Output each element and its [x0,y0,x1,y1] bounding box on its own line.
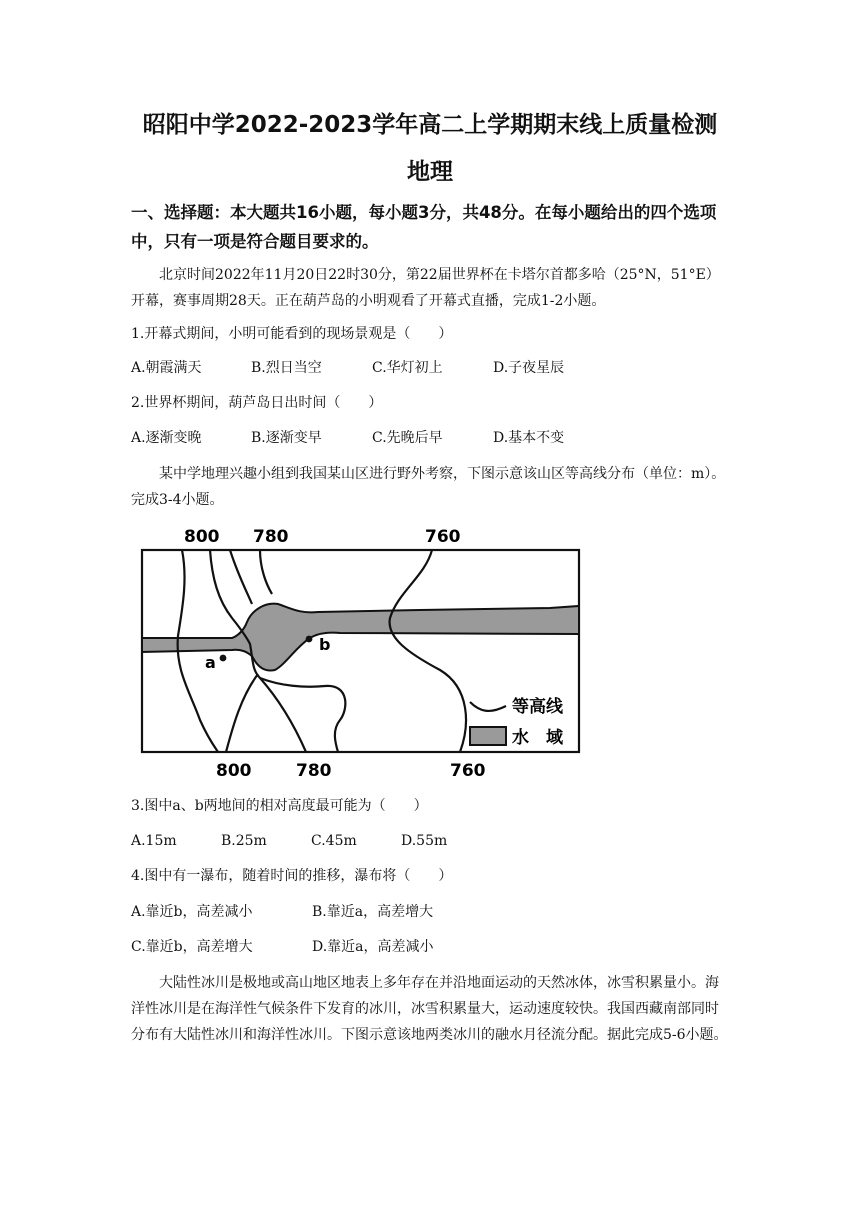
option-b: B.25m [221,833,267,849]
legend-water-symbol [470,727,506,745]
exam-title: 昭阳中学2022-2023学年高二上学期期末线上质量检测 [142,112,718,138]
option-a: A.逐渐变晚 [131,430,202,446]
legend-water-label: 水 域 [512,728,563,748]
point-a-label: a [205,653,216,672]
subject-title: 地理 [407,159,453,185]
option-a: A.靠近b，高差减小 [131,904,253,920]
option-d: D.子夜星辰 [493,360,565,376]
question-1-stem: 1.开幕式期间，小明可能看到的现场景观是（ ） [131,326,453,342]
legend-contour-label: 等高线 [512,697,563,717]
point-b-marker [306,636,313,643]
option-c: C.华灯初上 [372,360,443,376]
question-4-stem: 4.图中有一瀑布，随着时间的推移，瀑布将（ ） [131,868,453,884]
option-b: B.靠近a，高差增大 [312,904,434,920]
option-c: C.先晚后早 [372,430,443,446]
bottom-label-760: 760 [450,761,486,781]
contour-map [120,520,590,785]
top-label-800: 800 [184,527,220,547]
question-2-stem: 2.世界杯期间，葫芦岛日出时间（ ） [131,395,383,411]
option-c: C.靠近b，高差增大 [131,939,253,955]
option-a: A.15m [131,833,177,849]
material-3: 大陆性冰川是极地或高山地区地表上多年存在并沿地面运动的天然冰体，冰雪积累量小。海洋性冰川是在海洋性气候条件下发育的冰川，冰雪积累量大，运动速度较快。我国西藏南部同时分布有大陆性冰川和海洋性冰川。下图示意该地两类冰川的融水月径流分配。据此完成5-6小题。 [131,975,728,1043]
option-d: D.靠近a，高差减小 [312,939,434,955]
point-a-marker [220,655,227,662]
bottom-label-800: 800 [216,761,252,781]
option-d: D.55m [401,833,448,849]
point-b-label: b [319,635,331,654]
option-c: C.45m [311,833,357,849]
section-heading: 一、选择题：本大题共16小题，每小题3分，共48分。在每小题给出的四个选项中，只有一项是符合题目要求的。 [131,203,717,251]
option-b: B.逐渐变早 [251,430,322,446]
top-label-780: 780 [253,527,289,547]
option-b: B.烈日当空 [251,360,322,376]
option-d: D.基本不变 [493,430,565,446]
option-a: A.朝霞满天 [131,360,202,376]
bottom-label-780: 780 [296,761,332,781]
question-3-stem: 3.图中a、b两地间的相对高度最可能为（ ） [131,798,428,814]
material-2: 某中学地理兴趣小组到我国某山区进行野外考察，下图示意该山区等高线分布（单位：m）。完成3-4小题。 [131,466,726,508]
material-1: 北京时间2022年11月20日22时30分，第22届世界杯在卡塔尔首都多哈（25°N，51°E）开幕，赛事周期28天。正在葫芦岛的小明观看了开幕式直播，完成1-2小题。 [131,267,720,309]
top-label-760: 760 [425,527,461,547]
